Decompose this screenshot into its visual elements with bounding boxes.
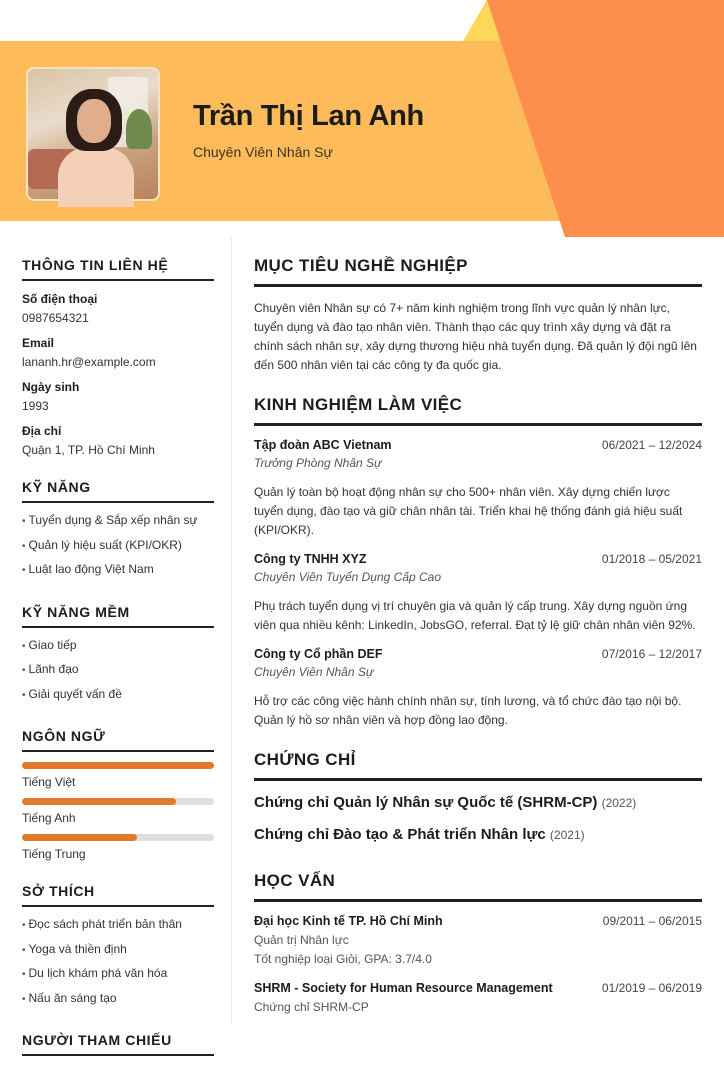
certificate-name: Chứng chỉ Đào tạo & Phát triển Nhân lực	[254, 826, 546, 843]
bullet-icon: •	[22, 540, 26, 552]
skills-section	[22, 472, 214, 583]
address-label: Địa chỉ	[22, 424, 62, 438]
bullet-icon: •	[22, 516, 26, 527]
column-divider	[231, 237, 232, 1024]
job-dates: 07/2016 – 12/2017	[601, 647, 702, 661]
education-dates: 09/2011 – 06/2015	[602, 914, 702, 928]
list-item: • Du lịch khám phá văn hóa	[22, 966, 168, 980]
education-entry	[254, 914, 702, 969]
certificate-item	[254, 819, 702, 851]
job-description: Phụ trách tuyển dụng vị trí chuyên gia và quản lý cấp trung. Xây dựng nguồn ứng viên qua nhiều kênh: LinkedIn, JobsGO, referral. Đạt tỷ lệ giữ chân nhân viên 92%.	[254, 599, 696, 632]
education-section	[254, 865, 702, 1017]
bullet-icon: •	[22, 665, 26, 676]
candidate-title: Chuyên Viên Nhân Sự	[193, 144, 333, 160]
contact-section	[22, 250, 214, 458]
email-value[interactable]: lananh.hr@example.com	[22, 355, 156, 369]
section-heading: NGƯỜI THAM CHIẾU	[22, 1025, 214, 1056]
job-description: Hỗ trợ các công việc hành chính nhân sự, tính lương, và tổ chức đào tạo nội bộ. Quản lý hồ sơ nhân viên và hợp đồng lao động.	[254, 694, 682, 727]
language-item	[22, 798, 214, 826]
education-school: Đại học Kinh tế TP. Hồ Chí Minh	[254, 914, 443, 928]
objective-text: Chuyên viên Nhân sự có 7+ năm kinh nghiệm trong lĩnh vực quản lý nhân lực, tuyển dụng và đào tạo nhân viên. Thành thạo các quy trình xây dựng và đặt ra chính sách nhân sự, xây dựng thương hiệu nhà tuyển dụng. Đã quản lý đội ngũ lên đến 500 nhân viên tại các công ty đa quốc gia.	[254, 301, 697, 372]
education-major: Chứng chỉ SHRM-CP	[254, 1000, 369, 1014]
job-company: Tập đoàn ABC Vietnam	[254, 438, 392, 452]
bullet-icon: •	[22, 944, 26, 956]
birth-label: Ngày sinh	[22, 380, 80, 394]
list-item: • Tuyển dụng & Sắp xếp nhân sự	[22, 513, 198, 527]
language-level-fill	[22, 762, 214, 769]
main-content	[254, 250, 702, 1031]
job-role: Trưởng Phòng Nhân Sự	[254, 456, 382, 470]
job-entry	[254, 552, 702, 635]
education-school: SHRM - Society for Human Resource Management	[254, 981, 553, 995]
list-item: • Yoga và thiền định	[22, 941, 127, 956]
list-item: • Giải quyết vấn đề	[22, 686, 122, 701]
language-item	[22, 834, 214, 862]
language-level-fill	[22, 834, 137, 841]
photo-person-body	[58, 147, 134, 207]
hobbies-section	[22, 876, 214, 1011]
languages-section	[22, 721, 214, 862]
education-entry	[254, 981, 702, 1017]
section-heading: SỞ THÍCH	[22, 876, 214, 907]
job-role: Chuyên Viên Nhân Sự	[254, 665, 374, 679]
sidebar	[22, 250, 214, 1070]
list-item: • Đọc sách phát triển bản thân	[22, 917, 182, 931]
objective-section	[254, 250, 702, 375]
certificates-section	[254, 744, 702, 851]
soft-skills-section	[22, 597, 214, 708]
section-heading: HỌC VẤN	[254, 865, 702, 902]
list-item: • Quản lý hiệu suất (KPI/OKR)	[22, 537, 182, 552]
language-level-bar	[22, 762, 214, 769]
references-section	[22, 1025, 214, 1056]
section-heading: NGÔN NGỮ	[22, 721, 214, 752]
language-name: Tiếng Việt	[22, 775, 76, 789]
education-major: Quản trị Nhân lực	[254, 933, 349, 947]
language-level-bar	[22, 834, 214, 841]
list-item: • Nấu ăn sáng tạo	[22, 990, 117, 1005]
section-heading: KINH NGHIỆM LÀM VIỆC	[254, 389, 702, 426]
job-description: Quản lý toàn bộ hoạt động nhân sự cho 500+ nhân viên. Xây dựng chiến lược tuyển dụng, đào tạo và giữ chân nhân tài. Triển khai hệ thống đánh giá hiệu suất (KPI/OKR).	[254, 485, 683, 537]
section-heading: THÔNG TIN LIÊN HỆ	[22, 250, 214, 281]
phone-label: Số điện thoại	[22, 292, 98, 306]
list-item: • Lãnh đạo	[22, 662, 79, 676]
language-item	[22, 762, 214, 790]
bullet-icon: •	[22, 689, 26, 701]
photo-person-face	[77, 99, 111, 143]
job-company: Công ty Cổ phần DEF	[254, 647, 383, 661]
certificate-name: Chứng chỉ Quản lý Nhân sự Quốc tế (SHRM-CP)	[254, 794, 598, 811]
job-company: Công ty TNHH XYZ	[254, 552, 367, 566]
list-item: • Giao tiếp	[22, 637, 77, 652]
section-heading: KỸ NĂNG MỀM	[22, 597, 214, 628]
language-level-bar	[22, 798, 214, 805]
list-item: • Luật lao động Việt Nam	[22, 562, 154, 576]
bullet-icon: •	[22, 969, 26, 980]
email-label: Email	[22, 336, 55, 350]
certificate-year: (2021)	[549, 828, 585, 842]
experience-section	[254, 389, 702, 730]
header	[0, 0, 724, 240]
language-level-fill	[22, 798, 176, 805]
job-dates: 01/2018 – 05/2021	[601, 552, 702, 566]
certificate-item	[254, 787, 702, 819]
education-dates: 01/2019 – 06/2019	[601, 981, 702, 995]
education-note: Tốt nghiệp loại Giỏi, GPA: 3.7/4.0	[254, 952, 432, 966]
photo-plant	[126, 109, 152, 149]
language-name: Tiếng Anh	[22, 811, 76, 825]
section-heading: MỤC TIÊU NGHỀ NGHIỆP	[254, 250, 702, 287]
job-entry	[254, 647, 702, 730]
candidate-name: Trần Thị Lan Anh	[193, 100, 424, 132]
birth-value: 1993	[22, 399, 49, 413]
bullet-icon: •	[22, 920, 26, 931]
bullet-icon: •	[22, 565, 26, 576]
phone-value: 0987654321	[22, 311, 89, 325]
language-name: Tiếng Trung	[22, 847, 86, 861]
job-entry	[254, 438, 702, 540]
address-value: Quận 1, TP. Hồ Chí Minh	[22, 443, 155, 457]
bullet-icon: •	[22, 993, 26, 1005]
bullet-icon: •	[22, 640, 26, 652]
profile-photo	[26, 67, 160, 201]
job-dates: 06/2021 – 12/2024	[601, 438, 702, 452]
section-heading: CHỨNG CHỈ	[254, 744, 702, 781]
certificate-year: (2022)	[601, 796, 637, 810]
section-heading: KỸ NĂNG	[22, 472, 214, 503]
job-role: Chuyên Viên Tuyển Dụng Cấp Cao	[254, 570, 442, 584]
